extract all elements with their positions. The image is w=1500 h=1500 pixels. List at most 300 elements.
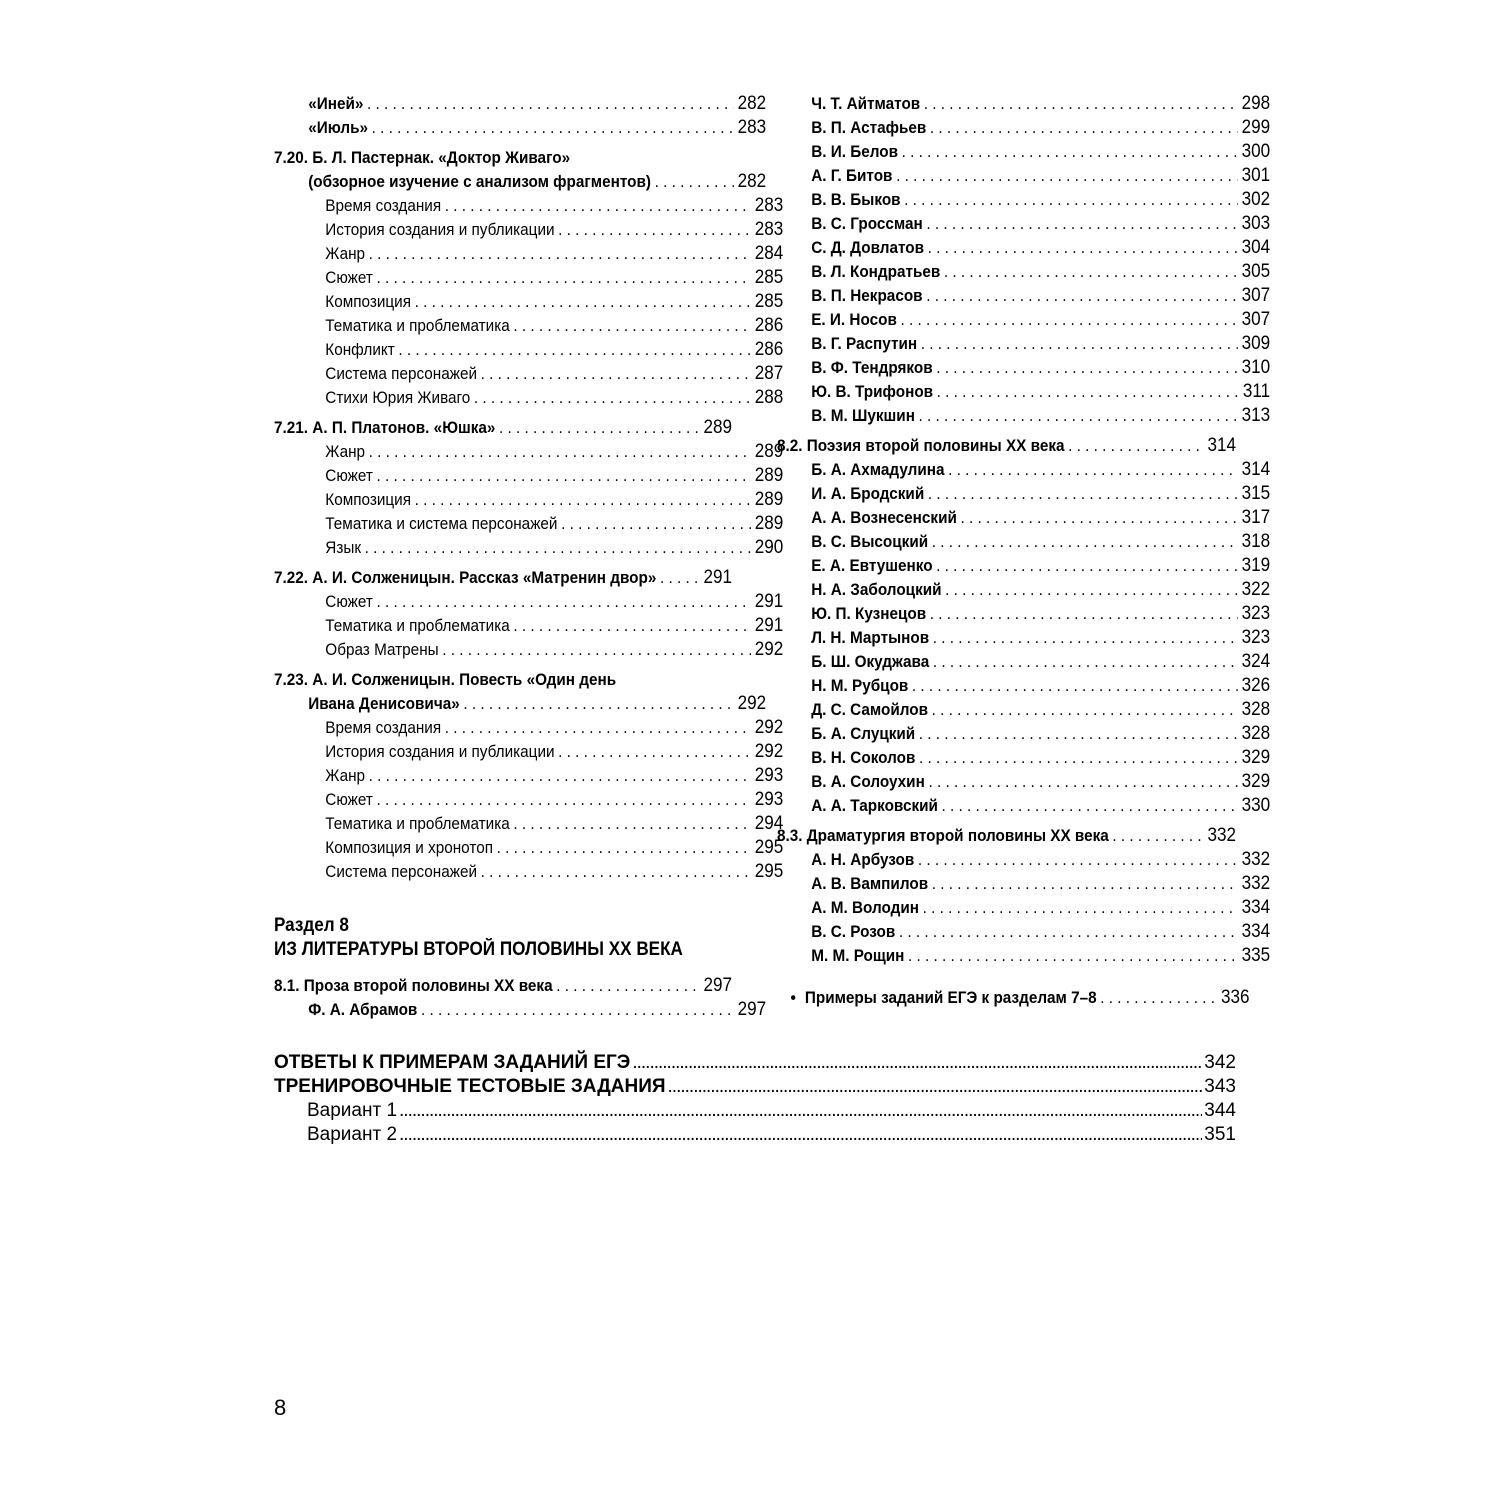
author-entry[interactable] [777,602,1270,626]
subsection-entry[interactable] [274,614,783,638]
page-ref: 283 [737,117,767,138]
author-entry[interactable] [777,92,1270,116]
page-ref: 289 [754,489,784,510]
poem-label: «Июль» [308,118,369,137]
page-ref: 314 [1241,459,1271,480]
page-ref: 329 [1241,771,1271,792]
author-label: В. В. Быков [811,190,901,209]
dot-leader [513,314,751,338]
page-ref: 294 [754,813,784,834]
subsection-label: История создания и публикации [325,220,555,239]
subsection-entry[interactable] [274,242,783,266]
page-ref: 314 [1207,435,1236,456]
dot-leader [942,794,1239,818]
dot-leader [367,92,734,116]
dot-leader [445,194,751,218]
page-ref: 291 [754,591,784,612]
training-label: ТРЕНИРОВОЧНЫЕ ТЕСТОВЫЕ ЗАДАНИЯ [274,1076,666,1097]
author-entry[interactable] [777,308,1270,332]
subsection-entry[interactable] [274,536,783,560]
subsection-label: Сюжет [325,592,373,611]
page-ref: 290 [754,537,784,558]
author-entry[interactable] [777,164,1270,188]
section-8-2-entry[interactable] [777,434,1236,458]
page-ref: 293 [754,765,784,786]
subsection-label: Сюжет [325,466,373,485]
dot-leader [445,716,751,740]
author-entry[interactable] [777,284,1270,308]
answers-entry[interactable] [274,1051,1236,1075]
dot-leader [474,386,751,410]
subsection-label: Стихи Юрия Живаго [325,388,471,407]
subsection-label: Жанр [325,766,366,785]
author-label: В. П. Астафьев [811,118,927,137]
author-label: В. Н. Соколов [811,748,916,767]
dot-leader [928,236,1238,260]
subsection-entry[interactable] [274,512,783,536]
page-ref: 318 [1241,531,1271,552]
dot-leader [369,242,751,266]
page-ref: 283 [754,195,784,216]
author-entry[interactable] [777,332,1270,356]
author-entry[interactable] [777,674,1270,698]
dot-leader [558,740,751,764]
author-entry[interactable] [274,998,766,1022]
variants-list [274,1099,1236,1147]
page-ref: 288 [754,387,784,408]
dot-leader [399,1099,1202,1123]
subsection-entry[interactable] [274,836,783,860]
page-ref: 335 [1241,945,1271,966]
page-ref: 297 [703,975,732,996]
page-ref: 295 [754,861,784,882]
author-entry[interactable] [777,530,1270,554]
dot-leader [415,488,752,512]
subsection-label: Тематика и система персонажей [325,514,558,533]
subsection-entry[interactable] [274,440,783,464]
subsection-entry[interactable] [274,464,783,488]
section-7-21 [274,416,784,560]
dot-leader [398,338,751,362]
page-ref: 297 [737,999,767,1020]
section-8-1-title: 8.1. Проза второй половины XX века [274,976,553,995]
page-ref: 323 [1241,603,1271,624]
section-7-20-title: 7.20. Б. Л. Пастернак. «Доктор Живаго» [274,148,571,167]
dot-leader [912,674,1238,698]
dot-leader [415,290,752,314]
author-entry[interactable] [777,506,1270,530]
subsection-label: Сюжет [325,268,373,287]
dot-leader [918,848,1238,872]
author-label: Ю. В. Трифонов [811,382,934,401]
page-ref: 289 [754,513,784,534]
author-label: В. М. Шукшин [811,406,915,425]
author-entry[interactable] [777,848,1270,872]
section-8-1 [274,974,767,1022]
subsection-label: Тематика и проблематика [325,814,510,833]
dot-leader [926,284,1238,308]
subsection-label: Композиция [325,292,412,311]
page-ref: 283 [754,219,784,240]
dot-leader [936,356,1238,380]
dot-leader [632,1051,1202,1075]
subsection-label: Время создания [325,196,442,215]
dot-leader [932,698,1238,722]
author-entry[interactable] [777,872,1270,896]
section-7-23-items [274,716,784,884]
author-entry[interactable] [777,356,1270,380]
page-ref: 328 [1241,699,1271,720]
subsection-entry[interactable] [274,638,783,662]
author-entry[interactable] [777,698,1270,722]
answers-label: ОТВЕТЫ К ПРИМЕРАМ ЗАДАНИЙ ЕГЭ [274,1052,631,1073]
dot-leader [399,1123,1202,1147]
dot-leader [945,578,1238,602]
author-entry[interactable] [777,404,1270,428]
author-entry[interactable] [777,770,1270,794]
dot-leader [932,530,1238,554]
page-ref: 309 [1241,333,1271,354]
page-number: 8 [274,1395,287,1420]
dot-leader [499,416,700,440]
dot-leader [365,536,751,560]
author-label: М. М. Рощин [811,946,905,965]
page-ref: 292 [754,741,784,762]
page-ref: 334 [1241,921,1271,942]
subsection-entry[interactable] [274,362,783,386]
section-7-20 [274,146,784,410]
author-entry[interactable] [777,188,1270,212]
page-ref: 305 [1241,261,1271,282]
dot-leader [919,746,1238,770]
dot-leader [924,92,1238,116]
exam-examples-label: • Примеры заданий ЕГЭ к разделам 7–8 [791,986,1097,1010]
author-entry[interactable] [777,554,1270,578]
page-ref: 319 [1241,555,1271,576]
section-7-22 [274,566,784,662]
subsection-label: Система персонажей [325,364,478,383]
subsection-entry[interactable] [274,860,783,884]
page-ref: 302 [1241,189,1271,210]
page-ref: 351 [1204,1124,1236,1145]
variant-entry[interactable] [274,1123,1236,1147]
page-ref: 301 [1241,165,1271,186]
dot-leader [928,770,1238,794]
section-7-20-entry[interactable] [274,170,766,194]
subsection-entry[interactable] [274,194,783,218]
author-label: И. А. Бродский [811,484,925,503]
page-ref: 291 [703,567,732,588]
author-label: В. С. Высоцкий [811,532,929,551]
toc-right-column [777,92,1271,1010]
author-entry[interactable] [777,626,1270,650]
page-ref: 322 [1241,579,1271,600]
dot-leader [442,638,751,662]
dot-leader [928,482,1238,506]
author-label: В. Л. Кондратьев [811,262,941,281]
page-ref: 300 [1241,141,1271,162]
page-ref: 293 [754,789,784,810]
section-8-2 [777,434,1271,818]
dot-leader [933,626,1238,650]
subsection-entry[interactable] [274,386,783,410]
page-ref: 292 [754,639,784,660]
variant-label: Вариант 1 [307,1100,398,1121]
author-entry[interactable] [777,236,1270,260]
dot-leader [919,722,1238,746]
page-ref: 282 [737,93,767,114]
page-ref: 285 [754,291,784,312]
subsection-entry[interactable] [274,290,783,314]
page-ref: 287 [754,363,784,384]
author-entry[interactable] [777,578,1270,602]
page-ref: 286 [754,339,784,360]
author-entry[interactable] [777,458,1270,482]
dot-leader [561,512,751,536]
author-label: В. С. Гроссман [811,214,923,233]
page-ref: 295 [754,837,784,858]
page-ref: 286 [754,315,784,336]
author-entry[interactable] [777,722,1270,746]
author-entry[interactable] [777,116,1270,140]
page-ref: 282 [737,171,767,192]
author-label: А. А. Тарковский [811,796,938,815]
subsection-label: Время создания [325,718,442,737]
dot-leader [1112,824,1203,848]
dot-leader [936,554,1238,578]
dot-leader [902,140,1238,164]
page-ref: 298 [1241,93,1271,114]
page-ref: 317 [1241,507,1271,528]
page-ref: 289 [703,417,732,438]
author-label: А. Г. Битов [811,166,893,185]
subsection-entry[interactable] [274,740,783,764]
page-ref: 330 [1241,795,1271,816]
toc-final-sections [274,1051,1236,1147]
dot-leader [1068,434,1204,458]
page-ref: 324 [1241,651,1271,672]
author-label: Н. М. Рубцов [811,676,909,695]
page-ref: 313 [1241,405,1271,426]
dot-leader [377,788,752,812]
subsection-entry[interactable] [274,266,783,290]
author-entry[interactable] [777,140,1270,164]
dot-leader [481,362,751,386]
author-entry[interactable] [777,212,1270,236]
page-ref: 292 [754,717,784,738]
poem-entry[interactable] [274,92,766,116]
section-8-1-items [274,998,767,1022]
dot-leader [896,164,1238,188]
author-label: Н. А. Заболоцкий [811,580,942,599]
page-ref: 307 [1241,309,1271,330]
dot-leader [513,812,751,836]
author-label: Л. Н. Мартынов [811,628,930,647]
dot-leader [369,764,751,788]
author-label: Б. А. Слуцкий [811,724,916,743]
subsection-label: Образ Матрены [325,640,439,659]
section-8-title: ИЗ ЛИТЕРАТУРЫ ВТОРОЙ ПОЛОВИНЫ XX ВЕКА [274,939,683,960]
dot-leader [930,602,1238,626]
author-label: Ю. П. Кузнецов [811,604,927,623]
section-8-1-entry[interactable] [274,974,732,998]
section-8-3-items [777,848,1271,968]
author-entry[interactable] [777,794,1270,818]
dot-leader [463,692,734,716]
section-7-23-title-cont: Ивана Денисовича» [308,694,460,713]
section-7-23-title: 7.23. А. И. Солженицын. Повесть «Один день [274,670,617,689]
subsection-entry[interactable] [274,218,783,242]
author-label: В. Ф. Тендряков [811,358,933,377]
section-8-3-title: 8.3. Драматургия второй половины XX века [777,826,1109,845]
dot-leader [932,872,1238,896]
page-ref: 310 [1241,357,1271,378]
section-7-22-items [274,590,784,662]
section-7-23-entry[interactable] [274,692,766,716]
page-ref: 285 [754,267,784,288]
subsection-entry[interactable] [274,764,783,788]
dot-leader [960,506,1238,530]
page-ref: 342 [1204,1052,1236,1073]
subsection-entry[interactable] [274,788,783,812]
author-label: А. Н. Арбузов [811,850,915,869]
author-label: В. С. Розов [811,922,896,941]
author-entry[interactable] [777,746,1270,770]
page-ref: 323 [1241,627,1271,648]
section-8-2-items [777,458,1271,818]
section-7-20-items [274,194,784,410]
section-7-22-title: 7.22. А. И. Солженицын. Рассказ «Матренин двор» [274,568,657,587]
author-label: Е. А. Евтушенко [811,556,933,575]
author-entry[interactable] [777,896,1270,920]
page-ref: 336 [1220,987,1250,1008]
author-entry[interactable] [777,944,1270,968]
author-label: А. В. Вампилов [811,874,929,893]
dot-leader [933,650,1238,674]
subsection-label: Тематика и проблематика [325,316,510,335]
section-7-22-entry[interactable] [274,566,732,590]
author-entry[interactable] [777,920,1270,944]
page-ref: 343 [1204,1076,1236,1097]
author-label: С. Д. Довлатов [811,238,925,257]
author-entry[interactable] [777,260,1270,284]
subsection-entry[interactable] [274,590,783,614]
dot-leader [556,974,700,998]
subsection-label: Жанр [325,244,366,263]
section-7-20-title-cont: (обзорное изучение с анализом фрагментов) [308,172,652,191]
section-7-21-entry[interactable] [274,416,732,440]
dot-leader [899,920,1238,944]
dot-leader [908,944,1238,968]
dot-leader [377,266,752,290]
page-ref: 344 [1204,1100,1236,1121]
subsection-entry[interactable] [274,812,783,836]
dot-leader [497,836,752,860]
dot-leader [926,212,1238,236]
subsection-label: История создания и публикации [325,742,555,761]
page-ref: 332 [1241,849,1271,870]
subsection-entry[interactable] [274,488,783,512]
dot-leader [558,218,751,242]
author-label: В. П. Некрасов [811,286,923,305]
dot-leader [923,896,1238,920]
dot-leader [921,332,1238,356]
section-8-heading: Раздел 8 [274,915,349,936]
subsection-label: Конфликт [325,340,395,359]
subsection-entry[interactable] [274,314,783,338]
section-8-2-title: 8.2. Поэзия второй половины XX века [777,436,1065,455]
author-entry[interactable] [777,380,1270,404]
dot-leader [944,260,1238,284]
subsection-label: Сюжет [325,790,373,809]
pasternak-poems-list [274,92,767,140]
author-label: А. М. Володин [811,898,920,917]
author-label: В. А. Солоухин [811,772,925,791]
author-label: А. А. Вознесенский [811,508,957,527]
dot-leader [655,170,734,194]
subsection-label: Тематика и проблематика [325,616,510,635]
poem-entry[interactable] [274,116,766,140]
subsection-label: Композиция и хронотоп [325,838,493,857]
page-ref: 328 [1241,723,1271,744]
dot-leader [372,116,734,140]
author-entry[interactable] [777,482,1270,506]
subsection-label: Композиция [325,490,412,509]
section-7-23 [274,668,784,884]
dot-leader [930,116,1238,140]
page-ref: 289 [754,441,784,462]
section-8-3 [777,824,1271,968]
subsection-entry[interactable] [274,716,783,740]
variant-entry[interactable] [274,1099,1236,1123]
page-ref: 315 [1241,483,1271,504]
dot-leader [513,614,751,638]
author-label: Ч. Т. Айтматов [811,94,921,113]
author-label: Е. И. Носов [811,310,897,329]
dot-leader [937,380,1240,404]
dot-leader [919,404,1239,428]
page-ref: 326 [1241,675,1271,696]
dot-leader [1100,986,1217,1010]
variant-label: Вариант 2 [307,1124,398,1145]
dot-leader [481,860,751,884]
subsection-label: Язык [325,538,362,557]
exam-examples-entry[interactable] [777,986,1249,1010]
author-label: В. И. Белов [811,142,899,161]
author-label: Б. А. Ахмадулина [811,460,945,479]
dot-leader [668,1075,1203,1099]
page-ref: 292 [737,693,767,714]
dot-leader [369,440,751,464]
page-ref: 291 [754,615,784,636]
dot-leader [660,566,700,590]
page-ref: 329 [1241,747,1271,768]
section-7-21-title: 7.21. А. П. Платонов. «Юшка» [274,418,496,437]
page-ref: 332 [1241,873,1271,894]
page-ref: 332 [1207,825,1236,846]
author-entry[interactable] [777,650,1270,674]
subsection-entry[interactable] [274,338,783,362]
page-ref: 289 [754,465,784,486]
dot-leader [904,188,1238,212]
author-label: Ф. А. Абрамов [308,1000,418,1019]
author-label: Д. С. Самойлов [811,700,929,719]
training-entry[interactable] [274,1075,1236,1099]
section-8-3-entry[interactable] [777,824,1236,848]
author-label: Б. Ш. Окуджава [811,652,930,671]
page-ref: 307 [1241,285,1271,306]
poem-label: «Иней» [308,94,364,113]
